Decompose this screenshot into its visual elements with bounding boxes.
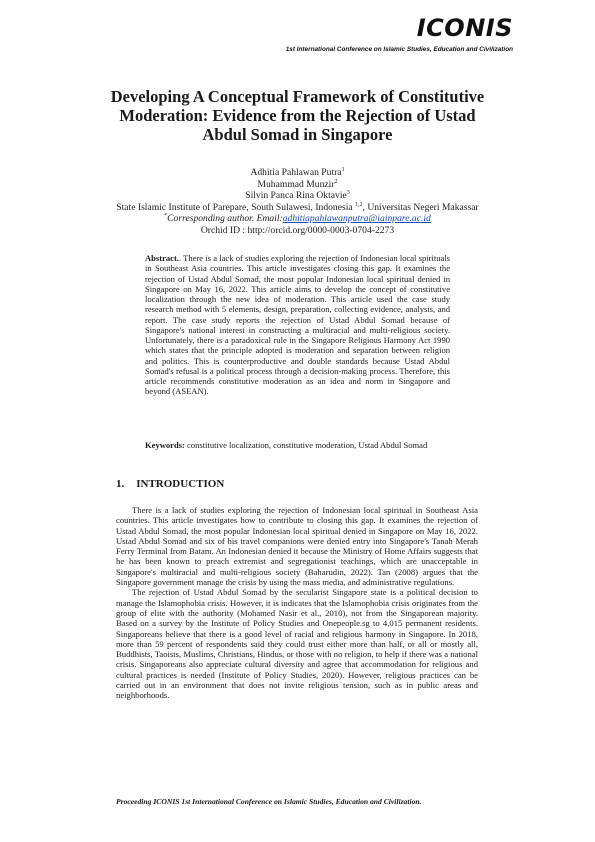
author-name: Muhammad Munzir bbox=[257, 178, 335, 190]
orcid: Orchid ID : http://orcid.org/0000-0003-0704-2273 bbox=[200, 224, 395, 236]
affiliation bbox=[0, 202, 595, 214]
author-marker: 2 bbox=[334, 178, 338, 185]
author bbox=[0, 190, 595, 202]
abstract-text: . There is a lack of studies exploring the rejection of Indonesian local spirituals in Southeast Asia countries. This article investigates closing this gap. It examines the rejection of Ustad Abdul Somad, the most popular Indonesian local spiritual denied in Singapore on May 16, 2022. This article aims to develop the concept of constitutive localization through the new idea of moderation. This article used the case study research method with 5 elements, design, preparation, collecting evidence, analysis, and report. The case study reports the rejection of Ustad Abdul Somad because of Singapore's national interest in constructing a multiracial and multi-religious society. Unfortunately, there is a paradoxical rule in the Singapore Religious Harmony Act 1990 which states that the principle adopted is moderation and separation between religion and politics. This is counterproductive and double standards because Ustad Abdul Somad's refusal is a political process through a decision-making process. Therefore, this article recommends constitutive moderation as an idea and norm in Singapore and beyond (ASEAN). bbox=[145, 253, 450, 397]
author bbox=[0, 179, 595, 191]
correspondence-marker: * bbox=[164, 213, 168, 220]
affiliation-text: State Islamic Institute of Parepare, South Sulawesi, Indonesia bbox=[116, 201, 356, 213]
abstract-label: Abstract. bbox=[145, 253, 179, 263]
section-title: INTRODUCTION bbox=[136, 478, 225, 490]
author-marker: 1 bbox=[341, 166, 345, 173]
keywords bbox=[145, 440, 465, 450]
conference-logo: ICONIS bbox=[416, 14, 513, 42]
affiliation-marker: 1,2 bbox=[355, 201, 363, 208]
title-line: Abdul Somad in Singapore bbox=[202, 125, 393, 144]
author-block bbox=[0, 167, 595, 237]
abstract bbox=[145, 253, 450, 397]
paragraph: There is a lack of studies exploring the rejection of Indonesian local spiritual in Southeast Asia countries. This article investigates how to contribute to closing this gap. It examines the rejection of Ustad Abdul Somad, the most popular Indonesian local spiritual denied in Singapore on May 16, 2022. Ustad Abdul Somad and six of his travel companions were denied entry into Singapore's Tanah Merah Ferry Terminal from Batam. An Indonesian denied it because the Ministry of Home Affairs suggests that he has been known to preach extremist and segregationist teachings, which are unacceptable in Singapore's multiracial and multi-religious society (Baharudin, 2022). Tan (2008) argues that the Singapore government manage the crisis by using the mass media, and administrative regulations. bbox=[116, 505, 478, 588]
email-link[interactable]: adhitiapahlawanputra@iainpare.ac.id bbox=[282, 213, 431, 225]
keywords-text: constitutive localization, constitutive moderation, Ustad Abdul Somad bbox=[184, 440, 428, 450]
keywords-label: Keywords: bbox=[145, 440, 185, 450]
correspondence-label: Corresponding author. Email: bbox=[167, 213, 283, 225]
page-footer: Proceeding ICONIS 1st International Conference on Islamic Studies, Education and Civilization. bbox=[116, 797, 422, 806]
section-number: 1. bbox=[116, 478, 125, 490]
author bbox=[0, 167, 595, 179]
body-text bbox=[116, 505, 478, 701]
section-heading bbox=[116, 478, 224, 490]
affiliation-text: , Universitas Negeri Makassar bbox=[362, 201, 479, 213]
author-marker: 3 bbox=[346, 190, 350, 196]
correspondence bbox=[0, 213, 595, 225]
paragraph: The rejection of Ustad Abdul Somad by the secularist Singapore state is a political decision to manage the Islamophobia crisis. However, it is indicates that the Islamophobia crisis originates from the group of elite with the authority (Mohamed Nasir et al., 2010), not from the Singaporean majority. Based on a survey by the Institute of Policy Studies and Onepeople.sg to 4,015 permanent residents. Singaporeans believe that there is a good level of racial and religious harmony in Singapore. In 2018, more than 59 percent of respondents said they could trust either more than half, or all or mostly all, Buddhists, Taoists, Muslims, Christians, Hindus, or those with no religion, to help if there was a national crisis. Singaporeans also appreciate cultural diversity and agree that accommodation for religious and cultural practices is needed (Institute of Policy Studies, 2020). However, religious practices can be carried out in an environment that does not invite religious tension, such as in public areas and neighborhoods. bbox=[116, 587, 478, 701]
author-name: Adhitia Pahlawan Putra bbox=[250, 167, 342, 178]
title-line: Developing A Conceptual Framework of Constitutive bbox=[110, 87, 485, 106]
author-name: Silvin Panca Rina Oktavie bbox=[245, 190, 347, 202]
conference-header: 1st International Conference on Islamic Studies, Education and Civilization bbox=[285, 46, 513, 53]
title-line: Moderation: Evidence from the Rejection of Ustad bbox=[119, 106, 476, 125]
paper-title bbox=[90, 87, 505, 144]
